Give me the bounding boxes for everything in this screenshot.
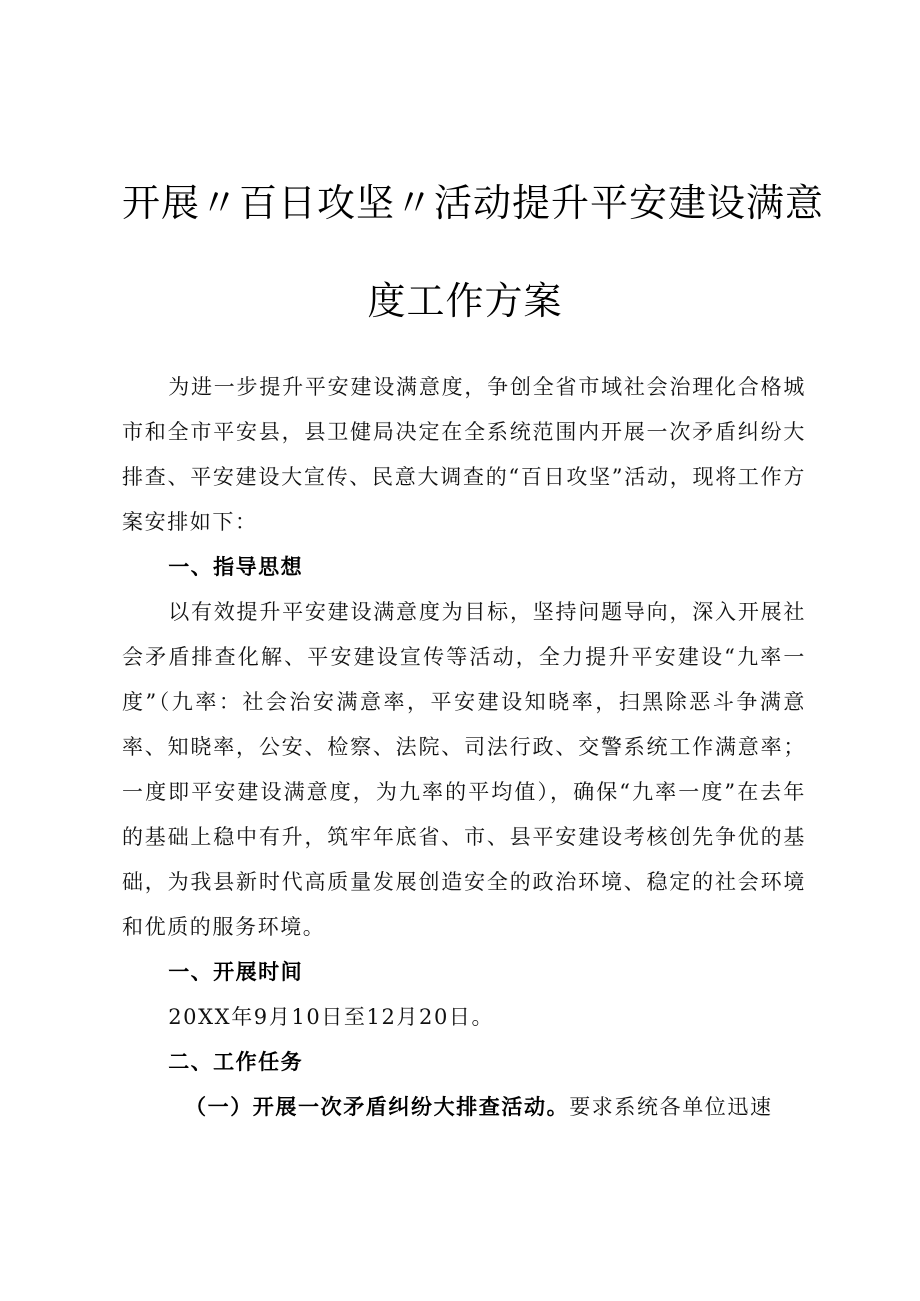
schedule-paragraph: 20XX年9月10日至12月20日。 [168,1005,495,1029]
intro-paragraph: 为进一步提升平安建设满意度，争创全省市域社会治理化合格城市和全市平安县，县卫健局决定在全系统范围内开展一次矛盾纠纷大排查、平安建设大宣传、民意大调查的“百日攻坚”活动，现将工作方案安排如下： [122,375,806,534]
document-title-line-2: 度工作方案 [367,279,563,323]
task-1-text: 要求系统各单位迅速 [569,1095,773,1119]
task-1-paragraph [122,1085,806,1130]
document-title-line-1: 开展〃百日攻坚〃活动提升平安建设满意 [122,181,825,225]
section-heading-guiding-ideology: 一、指导思想 [168,555,304,579]
guiding-ideology-paragraph: 以有效提升平安建设满意度为目标，坚持问题导向，深入开展社会矛盾排查化解、平安建设宣传等活动，全力提升平安建设“九率一度”（九率：社会治安满意率，平安建设知晓率，扫黑除恶斗争满意率、知晓率，公安、检察、法院、司法行政、交警系统工作满意率；一度即平安建设满意度，为九率的平均值），确保“九率一度”在去年的基础上稳中有升，筑牢年底省、市、县平安建设考核创先争优的基础，为我县新时代高质量发展创造安全的政治环境、稳定的社会环境和优质的服务环境。 [122,600,806,939]
task-1-heading: （一）开展一次矛盾纠纷大排查活动。 [185,1095,570,1119]
section-heading-schedule: 一、开展时间 [168,960,304,984]
document-body [122,365,806,1130]
section-heading-work-tasks: 二、工作任务 [168,1050,304,1074]
